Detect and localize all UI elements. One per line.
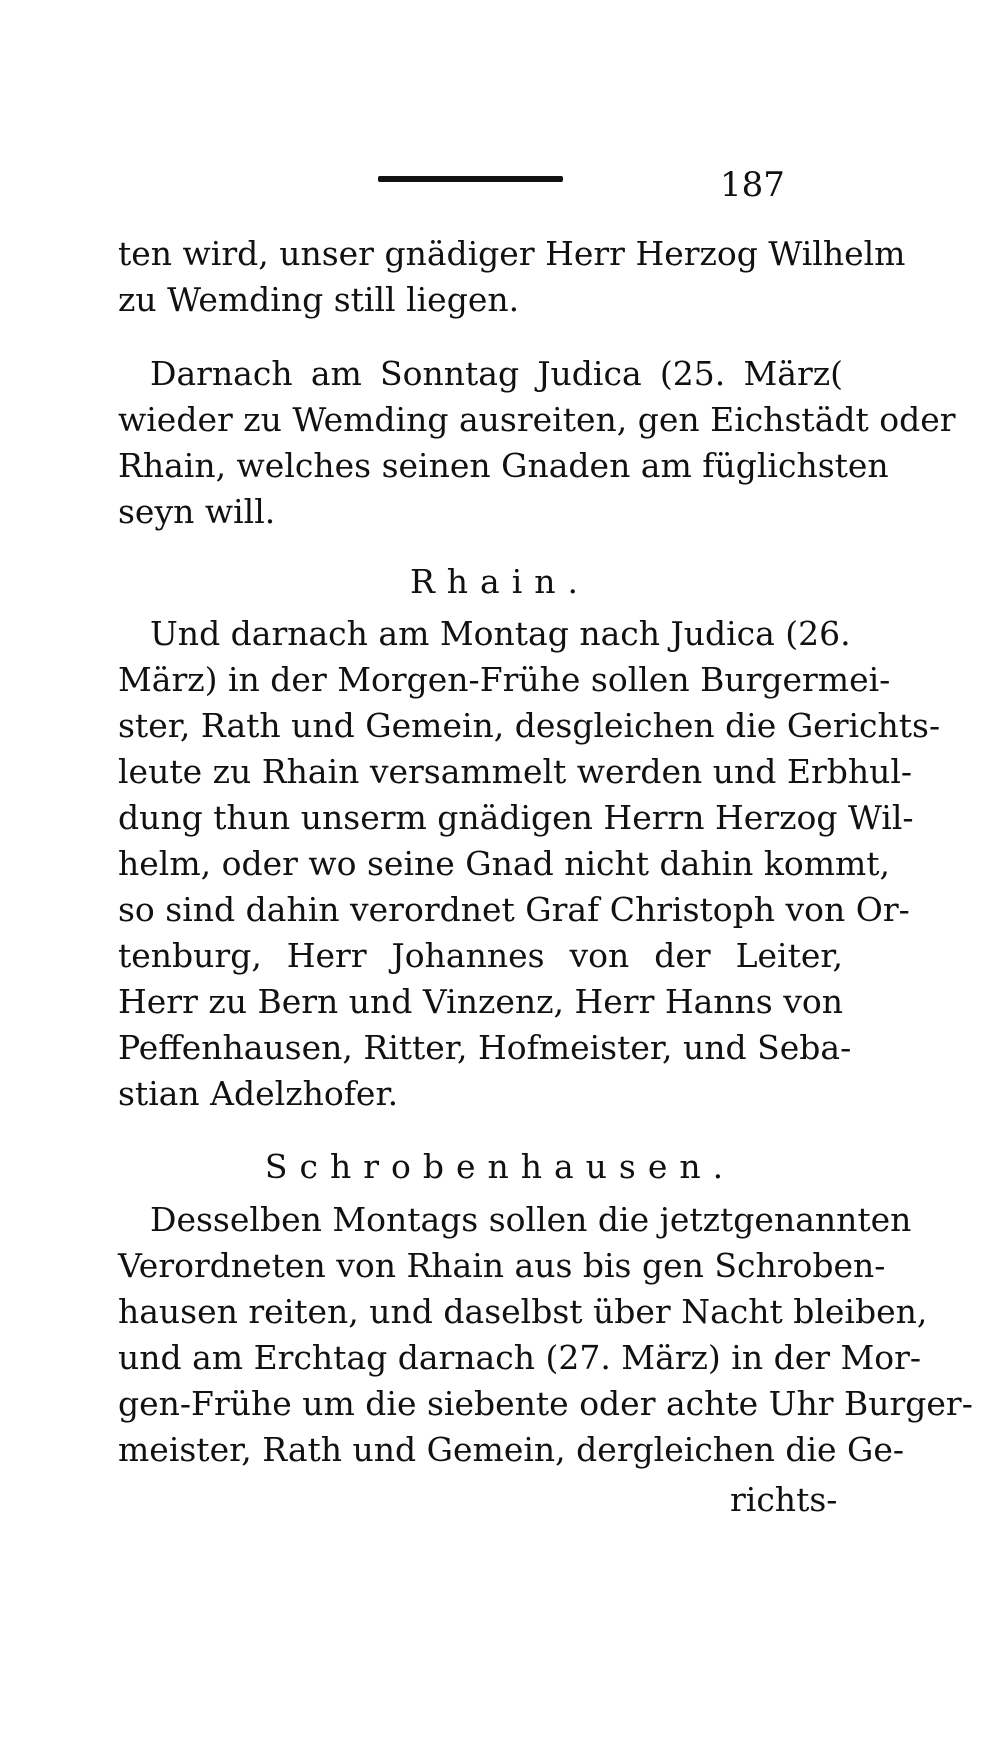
text-line: Verordneten von Rhain aus bis gen Schroben- xyxy=(118,1246,886,1285)
text-line: gen-Frühe um die siebente oder achte Uhr Burger- xyxy=(118,1384,973,1423)
text-line: helm, oder wo seine Gnad nicht dahin kommt, xyxy=(118,844,891,883)
text-line: und am Erchtag darnach (27. März) in der Mor- xyxy=(118,1338,922,1377)
section-heading-schrobenhausen: Schrobenhausen. xyxy=(264,1147,736,1186)
text-line: tenburg, Herr Johannes von der Leiter, xyxy=(118,936,843,975)
header-rule xyxy=(378,176,563,182)
catchword: richts- xyxy=(730,1480,838,1519)
text-line: hausen reiten, und daselbst über Nacht bleiben, xyxy=(118,1292,928,1331)
text-line: meister, Rath und Gemein, dergleichen die Ge- xyxy=(118,1430,905,1469)
text-line: dung thun unserm gnädigen Herrn Herzog Wil- xyxy=(118,798,914,837)
text-line: so sind dahin verordnet Graf Christoph von Or- xyxy=(118,890,910,929)
text-line: Und darnach am Montag nach Judica (26. xyxy=(150,614,851,653)
text-line: Darnach am Sonntag Judica (25. März( xyxy=(150,354,843,393)
text-line: März) in der Morgen-Frühe sollen Burgermei- xyxy=(118,660,891,699)
text-line: wieder zu Wemding ausreiten, gen Eichstädt oder xyxy=(118,400,956,439)
page-number: 187 xyxy=(720,165,785,205)
text-line: stian Adelzhofer. xyxy=(118,1074,399,1113)
section-heading-rhain: Rhain. xyxy=(409,562,591,601)
text-line: ten wird, unser gnädiger Herr Herzog Wilhelm xyxy=(118,234,906,273)
text-line: seyn will. xyxy=(118,492,276,531)
text-line: zu Wemding still liegen. xyxy=(118,280,520,319)
text-line: Desselben Montags sollen die jetztgenannten xyxy=(150,1200,912,1239)
text-line: leute zu Rhain versammelt werden und Erbhul- xyxy=(118,752,913,791)
text-line: Peffenhausen, Ritter, Hofmeister, und Seba- xyxy=(118,1028,852,1067)
text-line: ster, Rath und Gemein, desgleichen die Gerichts- xyxy=(118,706,941,745)
text-line: Rhain, welches seinen Gnaden am füglichsten xyxy=(118,446,889,485)
text-line: Herr zu Bern und Vinzenz, Herr Hanns von xyxy=(118,982,843,1021)
